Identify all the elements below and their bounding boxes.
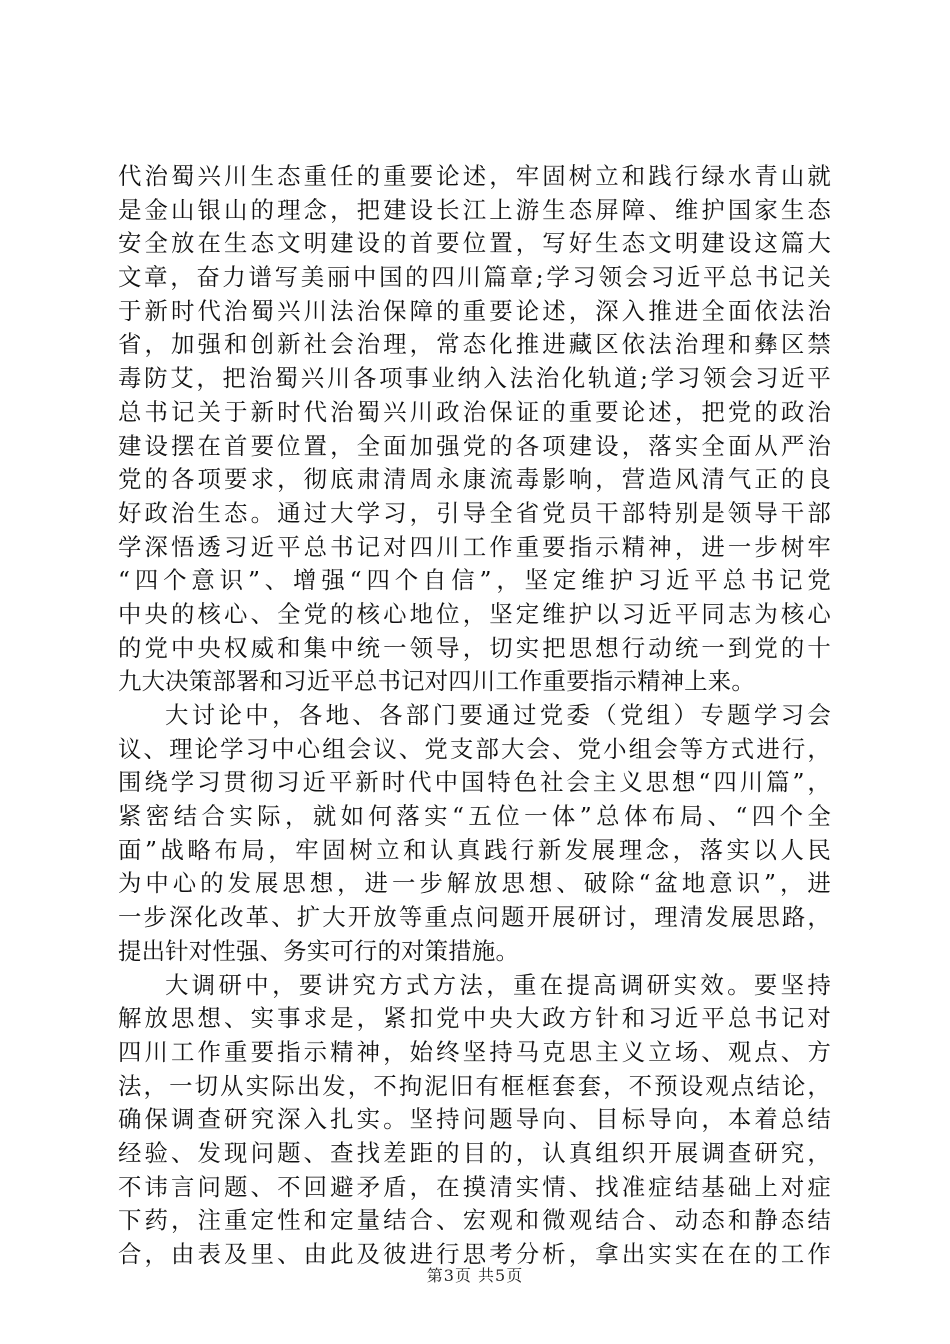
text-line: 代治蜀兴川生态重任的重要论述，牢固树立和践行绿水青山就 [118, 162, 831, 190]
text-line: 经验、发现问题、查找差距的目的，认真组织开展调查研究， [118, 1138, 831, 1167]
text-line: 紧密结合实际，就如何落实“五位一体”总体布局、“四个全 [118, 802, 831, 831]
text-line: 解放思想、实事求是，紧扣党中央大政方针和习近平总书记对 [118, 1004, 831, 1033]
text-line: 是金山银山的理念，把建设长江上游生态屏障、维护国家生态 [118, 195, 831, 224]
text-line: 法，一切从实际出发，不拘泥旧有框框套套，不预设观点结论， [118, 1071, 831, 1100]
text-line: 确保调查研究深入扎实。坚持问题导向、目标导向，本着总结 [118, 1105, 831, 1134]
text-line: 围绕学习贯彻习近平新时代中国特色社会主义思想“四川篇”， [118, 768, 831, 797]
text-line: 的党中央权威和集中统一领导，切实把思想行动统一到党的十 [118, 633, 831, 662]
text-line: 面”战略布局，牢固树立和认真践行新发展理念，落实以人民 [118, 835, 831, 864]
body-text [118, 160, 831, 1272]
text-line: 提出针对性强、务实可行的对策措施。 [118, 936, 520, 965]
text-line: 下药，注重定性和定量结合、宏观和微观结合、动态和静态结 [118, 1206, 831, 1235]
text-line: 大讨论中，各地、各部门要通过党委（党组）专题学习会 [165, 701, 831, 729]
text-line: 省，加强和创新社会治理，常态化推进藏区依法治理和彝区禁 [118, 330, 831, 359]
text-line: 学深悟透习近平总书记对四川工作重要指示精神，进一步树牢 [118, 532, 831, 561]
text-line: 建设摆在首要位置，全面加强党的各项建设，落实全面从严治 [118, 431, 831, 460]
text-line: 中央的核心、全党的核心地位，坚定维护以习近平同志为核心 [118, 599, 831, 628]
text-line: 议、理论学习中心组会议、党支部大会、党小组会等方式进行， [118, 734, 831, 763]
text-line: 文章，奋力谱写美丽中国的四川篇章;学习领会习近平总书记关 [118, 263, 831, 292]
text-line: “四个意识”、增强“四个自信”，坚定维护习近平总书记党 [118, 566, 831, 595]
text-line: 安全放在生态文明建设的首要位置，写好生态文明建设这篇大 [118, 229, 831, 258]
text-line: 于新时代治蜀兴川法治保障的重要论述，深入推进全面依法治 [118, 296, 831, 325]
text-line: 不讳言问题、不回避矛盾，在摸清实情、找准症结基础上对症 [118, 1172, 831, 1201]
text-line: 九大决策部署和习近平总书记对四川工作重要指示精神上来。 [118, 667, 755, 696]
text-line: 总书记关于新时代治蜀兴川政治保证的重要论述，把党的政治 [118, 397, 831, 426]
text-line: 四川工作重要指示精神，始终坚持马克思主义立场、观点、方 [118, 1037, 831, 1066]
page-number-footer: 第3页 共5页 [426, 1266, 524, 1285]
text-line: 合，由表及里、由此及彼进行思考分析，拿出实实在在的工作 [118, 1240, 831, 1268]
text-line: 好政治生态。通过大学习，引导全省党员干部特别是领导干部 [118, 498, 831, 527]
text-line: 大调研中，要讲究方式方法，重在提高调研实效。要坚持 [165, 970, 831, 999]
text-line: 一步深化改革、扩大开放等重点问题开展研讨，理清发展思路， [118, 903, 831, 932]
text-line: 毒防艾，把治蜀兴川各项事业纳入法治化轨道;学习领会习近平 [118, 364, 831, 393]
text-line: 为中心的发展思想，进一步解放思想、破除“盆地意识”，进 [118, 869, 831, 898]
text-line: 党的各项要求，彻底肃清周永康流毒影响，营造风清气正的良 [118, 465, 831, 494]
